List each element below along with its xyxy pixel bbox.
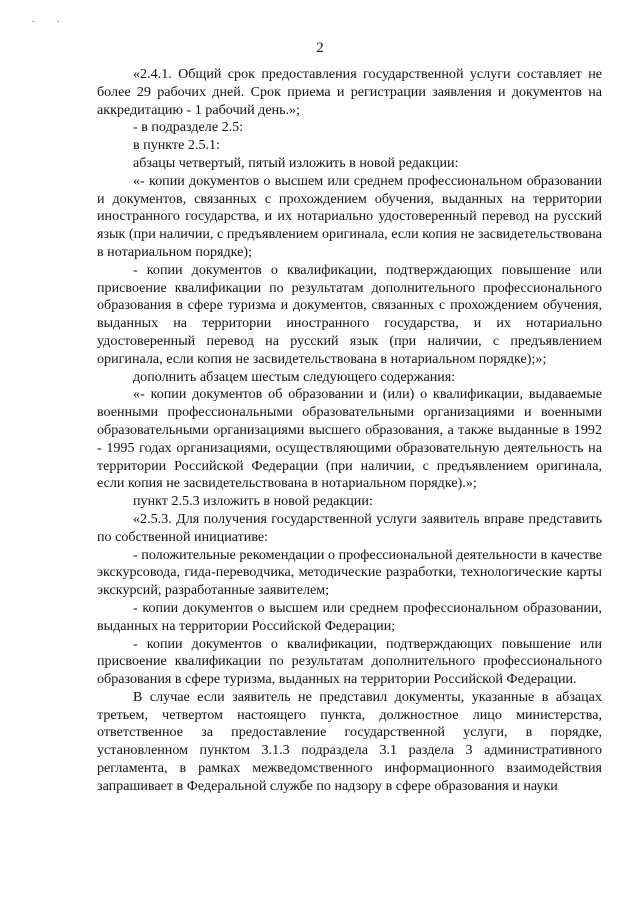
scan-marks: . .	[32, 14, 70, 25]
paragraph-2-4-1: «2.4.1. Общий срок предоставления государственной услуги составляет не более 29 рабочих дней. Срок приема и регистрации заявления и документов на аккредитацию - 1 рабочий день.»;	[97, 66, 602, 118]
paragraph-point-2-5-1: в пункте 2.5.1:	[133, 137, 221, 154]
paragraph-military-education: «- копии документов об образовании и (или) о квалификации, выдаваемые военными профессиональными образовательными организациями и военными образовательными организациями высшего образования, а также выданные в 1992 - 1995 годах организациями, осуществляющими образовательную деятельность на территории Российской Федерации (при наличии, с предъявлением оригинала, если копия не засвидетельствована в нотариальном порядке).»;	[97, 386, 602, 492]
document-body	[97, 66, 602, 796]
paragraph-qualification-copies: - копии документов о квалификации, подтверждающих повышение или присвоение квалификации по результатам дополнительного профессионального образования в сфере туризма и документов, связанных с прохождением обучения, выданных на территории иностранного государства, и их нотариально удостоверенный перевод на русский язык (при наличии, с предъявлением оригинала, если копия не засвидетельствована в нотариальном порядке);»;	[97, 261, 602, 367]
paragraph-rf-qualification-copies: - копии документов о квалификации, подтверждающих повышение или присвоение квалификации по результатам дополнительного профессионального образования в сфере туризма, выданных на территории Российской Федерации.	[97, 635, 602, 688]
page-number: 2	[316, 40, 324, 56]
paragraph-point-2-5-3-intro: пункт 2.5.3 изложить в новой редакции:	[133, 493, 373, 510]
paragraph-recommendations: - положительные рекомендации о профессиональной деятельности в качестве экскурсовода, гида-переводчика, методические разработки, технологические карты экскурсий, разработанные заявителем;	[97, 546, 602, 599]
paragraph-rf-education-copies: - копии документов о высшем или среднем профессиональном образовании, выданных на территории Российской Федерации;	[97, 599, 602, 634]
paragraph-education-copies: «- копии документов о высшем или среднем профессиональном образовании и документов, связанных с прохождением обучения, выданных на территории иностранного государства, и их нотариально удостоверенный перевод на русский язык (при наличии, с предъявлением оригинала, если копия не засвидетельствована в нотариальном порядке);	[97, 172, 602, 260]
paragraph-interagency-request: В случае если заявитель не представил документы, указанные в абзацах третьем, четвертом настоящего пункта, должностное лицо министерства, ответственное за предоставление государственной услуги, в порядке, установленном пунктом 3.1.3 подраздела 3.1 раздела 3 административного регламента, в рамках межведомственного информационного взаимодействия запрашивает в Федеральной службе по надзору в сфере образования и науки	[97, 688, 602, 794]
paragraph-amend-intro: абзацы четвертый, пятый изложить в новой редакции:	[133, 154, 459, 171]
paragraph-add-sixth-intro: дополнить абзацем шестым следующего содержания:	[133, 368, 456, 385]
paragraph-2-5-3: «2.5.3. Для получения государственной услуги заявитель вправе представить по собственной инициативе:	[97, 510, 602, 545]
paragraph-subsection-2-5: - в подразделе 2.5:	[133, 119, 244, 136]
